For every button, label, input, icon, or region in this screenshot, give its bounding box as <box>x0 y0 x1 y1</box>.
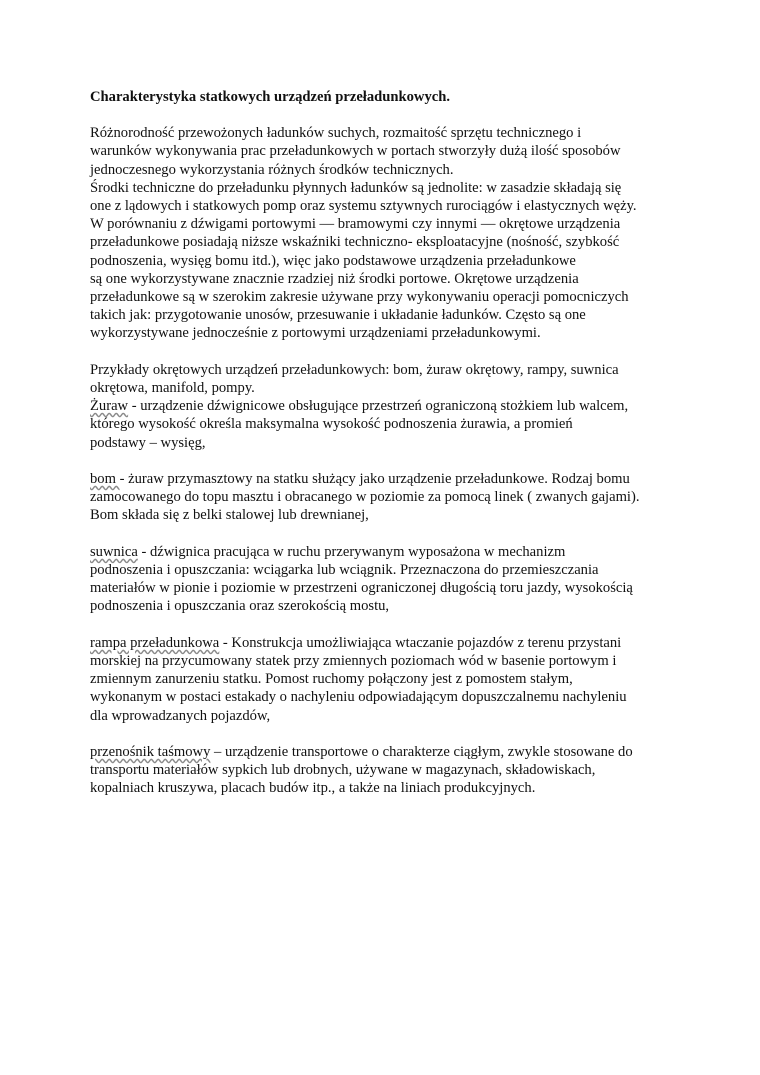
zuraw-first-line <box>90 397 675 415</box>
przenosnik-line: kopalniach kruszywa, placach budów itp., a także na liniach produkcyjnych. <box>90 780 536 797</box>
paragraph-gap <box>90 343 675 361</box>
przenosnik-paragraph <box>90 743 675 798</box>
rampa-line: morskiej na przycumowany statek przy zmiennych poziomach wód w basenie portowym i <box>90 653 617 670</box>
intro-line: przeładunkowe są w szerokim zakresie używane przy wykonywaniu operacji pomocniczych <box>90 289 629 306</box>
zuraw-line: którego wysokość określa maksymalna wysokość podnoszenia żurawia, a promień <box>90 416 573 433</box>
przenosnik-line: transportu materiałów sypkich lub drobnych, używane w magazynach, składowiskach, <box>90 762 596 779</box>
bom-paragraph <box>90 470 675 525</box>
rampa-line: dla wprowadzanych pojazdów, <box>90 707 271 724</box>
przenosnik-term: przenośnik taśmowy <box>90 744 211 761</box>
intro-line: są one wykorzystywane znacznie rzadziej niż środki portowe. Okrętowe urządzenia <box>90 270 579 287</box>
intro-line: przeładunkowe posiadają niższe wskaźniki techniczno- eksploatacyjne (nośność, szybkość <box>90 234 620 251</box>
document-title: Charakterystyka statkowych urządzeń przeładunkowych. <box>90 89 450 105</box>
paragraph-gap <box>90 616 675 634</box>
document-page <box>90 88 675 798</box>
przenosnik-first-line <box>90 743 675 761</box>
bom-term: bom <box>90 471 120 488</box>
paragraph-gap <box>90 452 675 470</box>
bom-first-line <box>90 470 675 488</box>
intro-line: podnoszenia, wysięg bomu itd.), więc jako podstawowe urządzenia przeładunkowe <box>90 252 576 269</box>
zuraw-line: podstawy – wysięg, <box>90 434 206 451</box>
zuraw-term: Żuraw <box>90 398 129 415</box>
rampa-term: rampa przeładunkowa <box>90 634 220 651</box>
examples-paragraph <box>90 361 675 452</box>
rampa-line: zmiennym zanurzeniu statku. Pomost ruchomy połączony jest z pomostem stałym, <box>90 671 573 688</box>
intro-line: wykorzystywane jednocześnie z portowymi urządzeniami przeładunkowymi. <box>90 325 541 342</box>
paragraph-gap <box>90 725 675 743</box>
bom-definition: - żuraw przymasztowy na statku służący jako urządzenie przeładunkowe. Rodzaj bomu <box>119 471 630 488</box>
intro-paragraph <box>90 124 675 342</box>
suwnica-first-line <box>90 543 675 561</box>
rampa-definition: - Konstrukcja umożliwiająca wtaczanie pojazdów z terenu przystani <box>219 634 622 651</box>
rampa-paragraph <box>90 634 675 725</box>
zuraw-definition: - urządzenie dźwignicowe obsługujące przestrzeń ograniczoną stożkiem lub walcem, <box>128 398 629 415</box>
intro-line: takich jak: przygotowanie unosów, przesuwanie i układanie ładunków. Często są one <box>90 307 586 324</box>
paragraph-gap <box>90 525 675 543</box>
intro-line: warunków wykonywania prac przeładunkowych w portach stworzyły dużą ilość sposobów <box>90 143 621 160</box>
rampa-first-line <box>90 634 675 652</box>
rampa-line: wykonanym w postaci estakady o nachyleniu odpowiadającym dopuszczalnemu nachyleniu <box>90 689 627 706</box>
examples-line: okrętowa, manifold, pompy. <box>90 380 255 397</box>
intro-line: W porównaniu z dźwigami portowymi — bramowymi czy innymi — okrętowe urządzenia <box>90 216 621 233</box>
intro-line: Środki techniczne do przeładunku płynnych ładunków są jednolite: w zasadzie składają się <box>90 179 622 196</box>
suwnica-line: materiałów w pionie i poziomie w przestrzeni ograniczonej długością toru jazdy, wysokością <box>90 580 633 597</box>
przenosnik-definition: – urządzenie transportowe o charakterze ciągłym, zwykle stosowane do <box>210 744 633 761</box>
suwnica-line: podnoszenia i opuszczania oraz szerokością mostu, <box>90 598 390 615</box>
bom-line: Bom składa się z belki stalowej lub drewnianej, <box>90 507 369 524</box>
suwnica-line: podnoszenia i opuszczania: wciągarka lub wciągnik. Przeznaczona do przemieszczania <box>90 562 599 579</box>
suwnica-paragraph <box>90 543 675 616</box>
intro-line: Różnorodność przewożonych ładunków suchych, rozmaitość sprzętu technicznego i <box>90 125 582 142</box>
suwnica-term: suwnica <box>90 543 138 560</box>
bom-line: zamocowanego do topu masztu i obracanego w poziomie za pomocą linek ( zwanych gajami). <box>90 489 640 506</box>
intro-line: jednoczesnego wykorzystania różnych środków technicznych. <box>90 161 454 178</box>
examples-line: Przykłady okrętowych urządzeń przeładunkowych: bom, żuraw okrętowy, rampy, suwnica <box>90 361 619 378</box>
intro-line: one z lądowych i statkowych pomp oraz systemu sztywnych rurociągów i elastycznych węży. <box>90 198 637 215</box>
suwnica-definition: - dźwignica pracująca w ruchu przerywanym wyposażona w mechanizm <box>137 543 566 560</box>
